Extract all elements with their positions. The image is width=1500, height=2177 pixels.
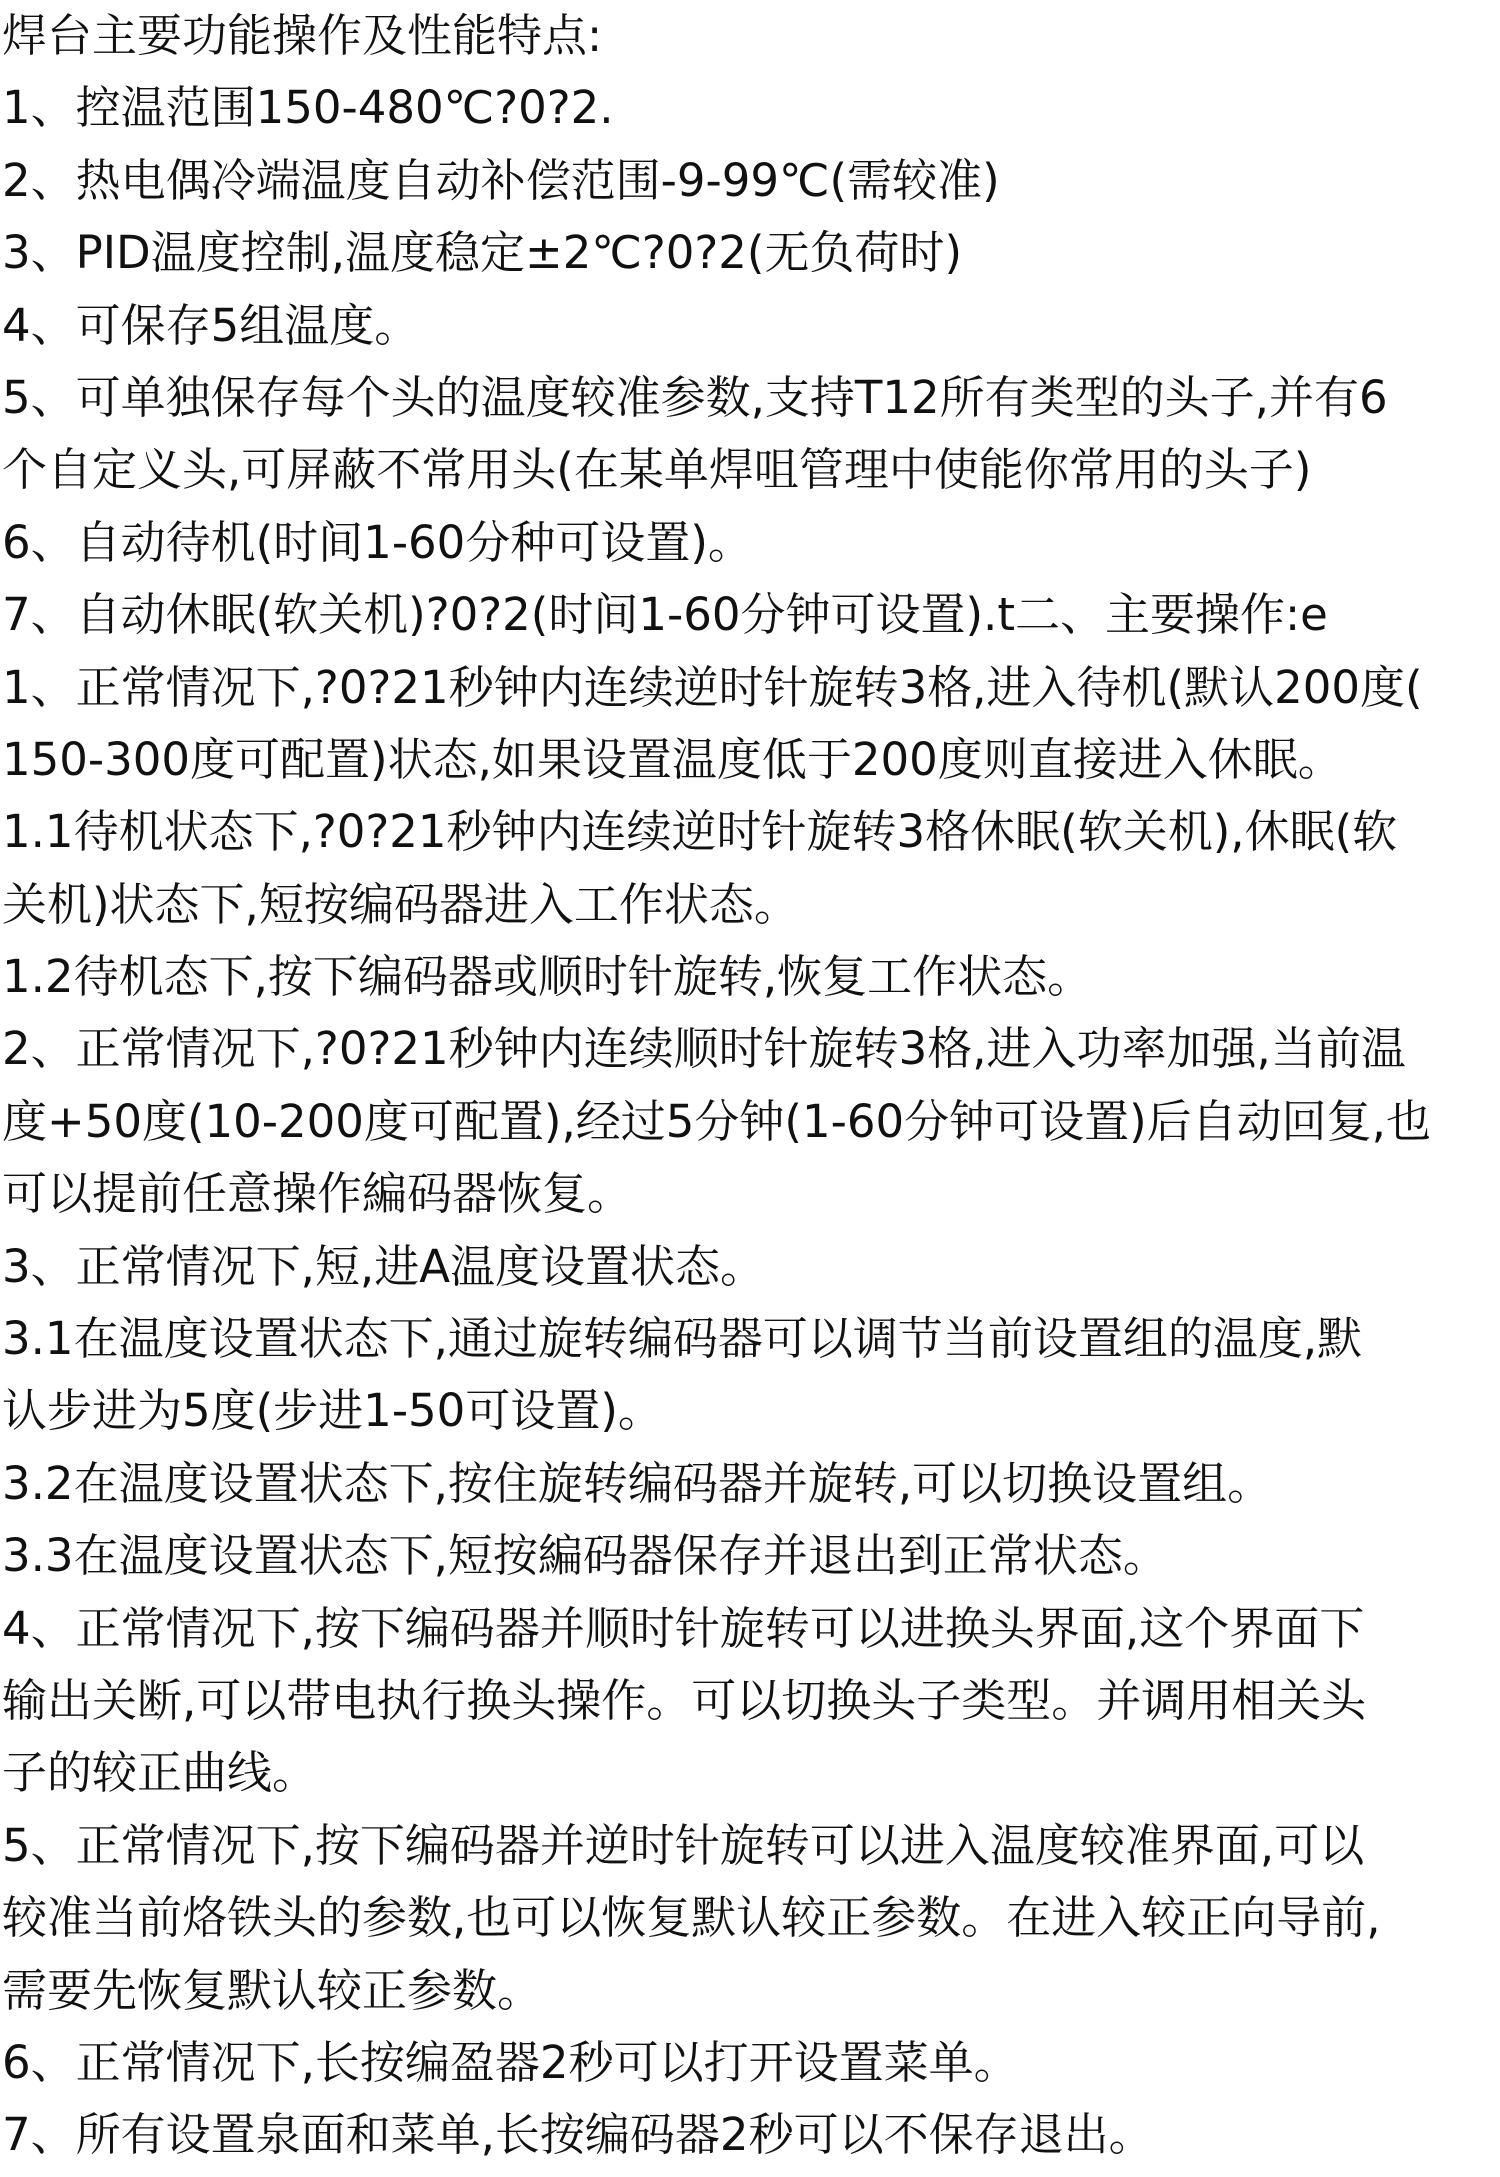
text-line: 可以提前任意操作編码器恢复。 (2, 1167, 633, 1221)
text-line: 1.1待机状态下,?0?21秒钟内连续逆时针旋转3格休眠(软关机),休眠(软 (2, 805, 1398, 859)
text-line: 关机)状态下,短按编码器进入工作状态。 (2, 877, 799, 931)
text-line: 输出关断,可以带电执行换头操作。可以切换头子类型。并调用相关头 (2, 1673, 1367, 1727)
text-line: 7、所有设置泉面和菜单,长按编码器2秒可以不保存退出。 (2, 2108, 1154, 2162)
text-line: 6、正常情况下,长按编盈器2秒可以打开设置菜单。 (2, 2035, 1019, 2089)
text-line: 3.3在温度设置状态下,短按編码器保存并退出到正常状态。 (2, 1529, 1168, 1583)
text-line: 3、PID温度控制,温度稳定±2℃?0?2(无负荷时) (2, 226, 963, 280)
text-line: 2、热电偶冷端温度自动补偿范围-9-99℃(需较准) (2, 153, 1000, 207)
text-line: 需要先恢复默认较正参数。 (2, 1963, 543, 2017)
text-line: 4、正常情况下,按下编码器并顺时针旋转可以进换头界面,这个界面下 (2, 1601, 1365, 1655)
text-line: 1、正常情况下,?0?21秒钟内连续逆时针旋转3格,进入待机(默认200度( (2, 660, 1423, 714)
text-line: 个自定义头,可屏蔽不常用头(在某单焊咀管理中使能你常用的头子) (2, 443, 1312, 497)
text-line: 6、自动待机(时间1-60分种可设置)。 (2, 515, 753, 569)
text-line: 度+50度(10-200度可配置),经过5分钟(1-60分钟可设置)后自动回复,也 (2, 1094, 1431, 1148)
text-line: 较准当前烙铁头的参数,也可以恢复默认较正参数。在进入较正向导前, (2, 1891, 1381, 1945)
text-line: 7、自动休眠(软关机)?0?2(时间1-60分钟可设置).t二、主要操作:e (2, 588, 1328, 642)
text-line: 子的较正曲线。 (2, 1746, 318, 1800)
text-line: 1、控温范围150-480℃?0?2. (2, 81, 614, 135)
text-line: 5、正常情况下,按下编码器并逆时针旋转可以进入温度较准界面,可以 (2, 1818, 1365, 1872)
text-line: 150-300度可配置)状态,如果设置温度低于200度则直接进入休眠。 (2, 732, 1343, 786)
text-line: 3、正常情况下,短,进A温度设置状态。 (2, 1239, 766, 1293)
text-line: 3.2在温度设置状态下,按住旋转编码器并旋转,可以切换设置组。 (2, 1456, 1273, 1510)
text-line: 2、正常情况下,?0?21秒钟内连续顺时针旋转3格,进入功率加强,当前温 (2, 1022, 1406, 1076)
text-line: 认步进为5度(步进1-50可设置)。 (2, 1384, 663, 1438)
text-line: 3.1在温度设置状态下,通过旋转编码器可以调节当前设置组的温度,默 (2, 1312, 1363, 1366)
text-line: 1.2待机态下,按下编码器或顺时针旋转,恢复工作状态。 (2, 950, 1093, 1004)
text-line: 5、可单独保存每个头的温度较准参数,支持T12所有类型的头子,并有6 (2, 370, 1388, 424)
text-line: 焊台主要功能操作及性能特点: (2, 9, 603, 62)
text-line: 4、可保存5组温度。 (2, 298, 420, 352)
